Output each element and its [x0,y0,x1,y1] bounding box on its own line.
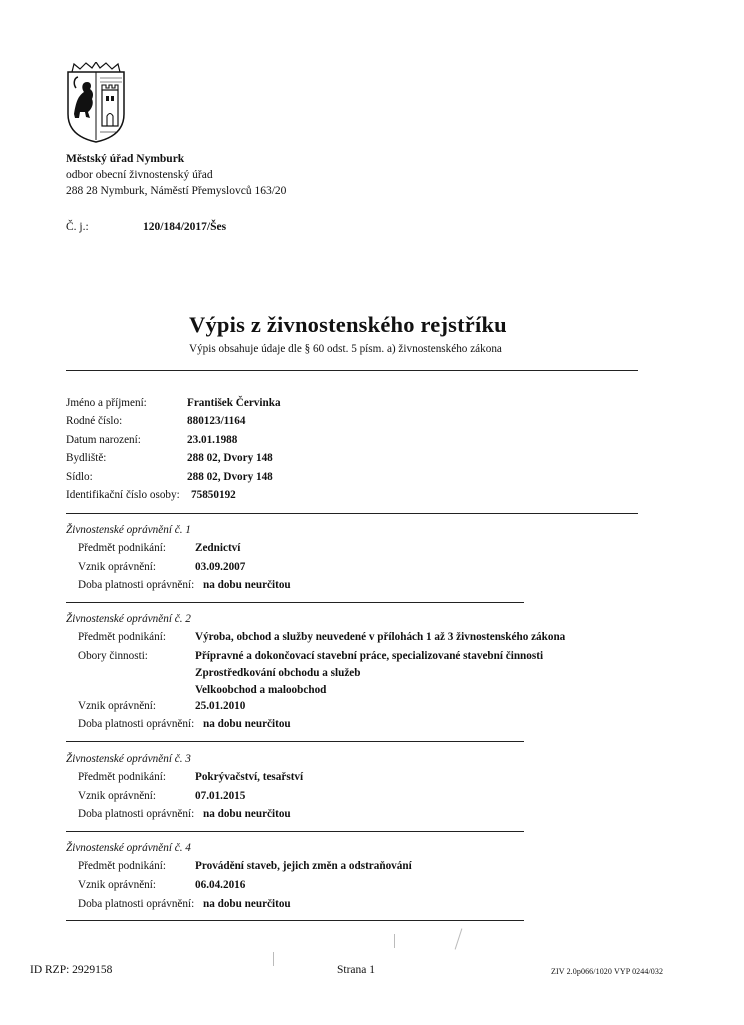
divider [66,602,524,603]
birth-date: 23.01.1988 [187,434,238,446]
license-title: Živnostenské oprávnění č. 3 [66,753,191,765]
issuer-block [66,151,286,199]
field-label: Vznik oprávnění: [78,790,156,802]
birth-number: 880123/1164 [187,415,246,427]
divider [66,741,524,742]
person-name: František Červinka [187,397,281,409]
document-subtitle: Výpis obsahuje údaje dle § 60 odst. 5 písm. a) živnostenského zákona [189,343,502,355]
license-field: Zprostředkování obchodu a služeb [195,667,361,679]
field-label: Doba platnosti oprávnění: [78,579,195,591]
license-subject: Pokrývačství, tesařství [195,771,304,783]
scan-mark [394,934,395,948]
reference-number: 120/184/2017/Šes [143,221,227,233]
issuer-name: Městský úřad Nymburk [66,153,185,165]
license-title: Živnostenské oprávnění č. 4 [66,842,191,854]
divider [66,831,524,832]
field-label: Identifikační číslo osoby: [66,489,180,501]
license-field: Velkoobchod a maloobchod [195,684,327,696]
issuer-address: 288 28 Nymburk, Náměstí Přemyslovců 163/20 [66,185,287,197]
issuer-department: odbor obecní živnostenský úřad [66,169,213,181]
license-title: Živnostenské oprávnění č. 1 [66,524,191,536]
residence: 288 02, Dvory 148 [187,452,273,464]
field-label: Vznik oprávnění: [78,700,156,712]
license-validity: na dobu neurčitou [203,718,291,730]
city-coat-of-arms [64,62,128,144]
document-title: Výpis z živnostenského rejstříku [189,312,507,337]
scan-mark [455,928,463,949]
field-label: Předmět podnikání: [78,771,166,783]
footer-form-code: ZIV 2.0p066/1020 VYP 0244/032 [551,967,664,976]
field-label: Datum narození: [66,434,141,446]
person-id: 75850192 [191,489,236,501]
scan-mark [273,952,274,966]
license-validity: na dobu neurčitou [203,898,291,910]
field-label: Předmět podnikání: [78,542,166,554]
license-validity: na dobu neurčitou [203,808,291,820]
field-label: Vznik oprávnění: [78,879,156,891]
license-subject: Zednictví [195,542,241,554]
field-label: Rodné číslo: [66,415,123,427]
field-label: Vznik oprávnění: [78,561,156,573]
seat: 288 02, Dvory 148 [187,471,273,483]
field-label: Předmět podnikání: [78,860,166,872]
divider [66,370,638,371]
license-field: Přípravné a dokončovací stavební práce, specializované stavební činnosti [195,650,544,662]
license-subject: Výroba, obchod a služby neuvedené v přílohách 1 až 3 živnostenského zákona [195,631,566,643]
license-origin: 07.01.2015 [195,790,246,802]
license-title: Živnostenské oprávnění č. 2 [66,613,191,625]
field-label: Doba platnosti oprávnění: [78,718,195,730]
field-label: Předmět podnikání: [78,631,166,643]
license-subject: Provádění staveb, jejich změn a odstraňování [195,860,412,872]
field-label: Sídlo: [66,471,93,483]
divider [66,920,524,921]
license-validity: na dobu neurčitou [203,579,291,591]
reference-label: Č. j.: [66,221,89,233]
field-label: Doba platnosti oprávnění: [78,898,195,910]
footer-id-rzp: ID RZP: 2929158 [30,964,113,976]
footer-page-number: Strana 1 [337,964,376,976]
field-label: Bydliště: [66,452,107,464]
license-origin: 25.01.2010 [195,700,246,712]
license-origin: 06.04.2016 [195,879,246,891]
divider [66,513,638,514]
field-label: Obory činnosti: [78,650,148,662]
field-label: Doba platnosti oprávnění: [78,808,195,820]
field-label: Jméno a příjmení: [66,397,147,409]
license-origin: 03.09.2007 [195,561,246,573]
